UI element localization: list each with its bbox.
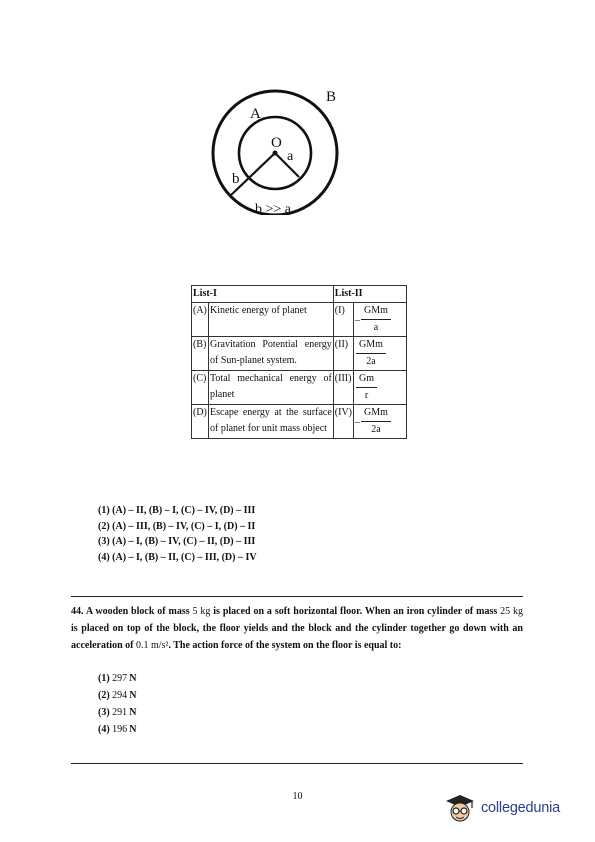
table-header-row [192, 286, 407, 303]
row-label: (C) [192, 371, 209, 405]
option-4: (4) (A) – I, (B) – II, (C) – III, (D) – IV [98, 552, 257, 564]
option-3: (3) (A) – I, (B) – IV, (C) – II, (D) – III [98, 536, 256, 548]
option-4: (4) 196 N [98, 724, 137, 735]
row-expression [354, 337, 407, 371]
answer-options-q44 [98, 670, 136, 738]
row-description: Escape energy at the surface of planet for unit mass object [209, 405, 334, 439]
row-label: (B) [192, 337, 209, 371]
acceleration: 0.1 m/s² [135, 640, 169, 651]
mass-cylinder: 25 kg [500, 606, 524, 617]
header-list-1: List-I [192, 286, 334, 303]
question-text: 44. A wooden block of mass [71, 606, 193, 617]
denominator: 2a [371, 424, 381, 435]
table-row [192, 371, 407, 405]
numerator: GMm [361, 303, 391, 320]
question-text: is placed on a soft horizontal floor. When an iron cylinder of mass [210, 606, 501, 617]
collegedunia-logo [443, 792, 560, 824]
divider-top [71, 596, 523, 597]
option-1: (1) 297 N [98, 673, 137, 684]
row-numeral: (I) [333, 303, 353, 337]
minus-sign: – [355, 416, 360, 428]
row-label: (D) [192, 405, 209, 439]
label-condition: b >> a [255, 202, 292, 215]
row-expression [354, 405, 407, 439]
table-row [192, 405, 407, 439]
answer-options-q43 [98, 503, 257, 566]
graduate-mascot-icon [443, 792, 477, 824]
row-numeral: (IV) [333, 405, 353, 439]
row-expression [354, 303, 407, 337]
question-text: is placed on top of the block, the floor yields and the block and the cylinder together go down with an acceleration of [71, 623, 523, 651]
denominator: a [373, 322, 379, 333]
option-2: (2) (A) – III, (B) – IV, (C) – I, (D) – II [98, 520, 256, 532]
question-text: . The action force of the system on the floor is equal to: [168, 640, 402, 651]
denominator: 2a [366, 356, 376, 367]
logo-text: collegedunia [481, 800, 561, 816]
minus-sign: – [355, 314, 360, 326]
option-3: (3) 291 N [98, 707, 137, 718]
label-radius-a: a [287, 149, 294, 164]
table-row [192, 303, 407, 337]
orbit-diagram [195, 85, 355, 215]
table-row [192, 337, 407, 371]
row-description: Gravitation Potential energy of Sun-planet system. [209, 337, 334, 371]
row-label: (A) [192, 303, 209, 337]
label-center: O [271, 135, 282, 151]
header-list-2: List-II [333, 286, 406, 303]
row-expression [354, 371, 407, 405]
question-44 [71, 603, 523, 654]
divider-bottom [71, 763, 523, 764]
numerator: Gm [356, 371, 377, 388]
row-description: Total mechanical energy of planet [209, 371, 334, 405]
label-a-region: A [250, 106, 261, 122]
option-1: (1) (A) – II, (B) – I, (C) – IV, (D) – III [98, 505, 256, 516]
mass-block: 5 kg [192, 606, 211, 617]
page-number: 10 [292, 791, 303, 802]
numerator: GMm [361, 405, 391, 422]
numerator: GMm [356, 337, 386, 354]
denominator: r [364, 390, 369, 401]
row-numeral: (III) [333, 371, 353, 405]
option-2: (2) 294 N [98, 690, 137, 701]
label-b-orbit: B [326, 89, 337, 105]
row-description: Kinetic energy of planet [209, 303, 334, 337]
label-radius-b: b [232, 171, 240, 187]
match-table [191, 285, 407, 439]
row-numeral: (II) [333, 337, 353, 371]
